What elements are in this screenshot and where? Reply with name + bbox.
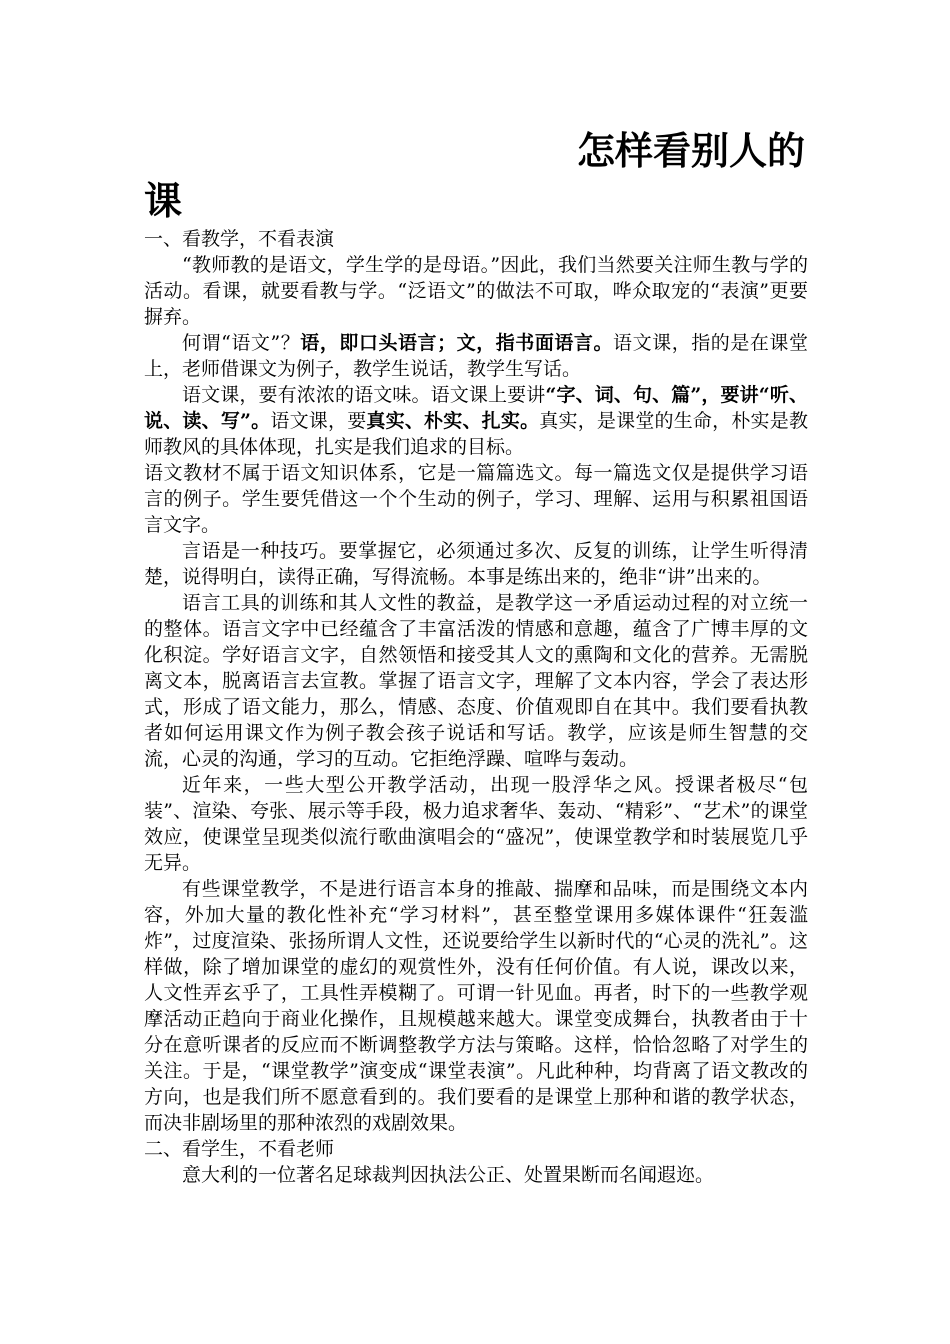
paragraph-text: 语文课，指的是在课堂上，老师借课文为例子，教学生说话，教学生写话。 (144, 332, 808, 380)
paragraph: 言语是一种技巧。要掌握它，必须通过多次、反复的训练，让学生听得清楚，说得明白，读得正确，写得流畅。本事是练出来的，绝非“讲”出来的。 (144, 540, 808, 588)
paragraph-text: 何谓“语文”？ (182, 332, 301, 354)
bold-text: 语，即口头语言；文，指书面语言。 (300, 332, 614, 354)
bold-text: “字、词、句、篇”，要讲“听、说、读、写”。 (144, 384, 808, 432)
bold-text: 真实、朴实、扎实。 (366, 410, 540, 432)
document-title-continued: 课 (144, 178, 183, 223)
paragraph: “教师教的是语文，学生学的是母语。”因此，我们当然要关注师生教与学的活动。看课，就要看教与学。“泛语文”的做法不可取，哗众取宠的“表演”更要摒弃。 (144, 254, 808, 328)
section-heading: 一、看教学，不看表演 (144, 228, 335, 250)
paragraph: 语文教材不属于语文知识体系，它是一篇篇选文。每一篇选文仅是提供学习语言的例子。学生要凭借这一个个生动的例子，学习、理解、运用与积累祖国语言文字。 (144, 462, 808, 536)
section-heading: 二、看学生，不看老师 (144, 1138, 335, 1160)
paragraph-text: 真实，是课堂的生命，朴实是教师教风的具体体现，扎实是我们追求的目标。 (144, 410, 808, 458)
paragraph: 意大利的一位著名足球裁判因执法公正、处置果断而名闻遐迩。 (182, 1164, 715, 1186)
document-title: 怎样看别人的 (577, 128, 806, 173)
paragraph: 有些课堂教学，不是进行语言本身的推敲、揣摩和品味，而是围绕文本内容，外加大量的教化性补充“学习材料”，甚至整堂课用多媒体课件“狂轰滥炸”，过度渲染、张扬所谓人文性，还说要给学生以新时代的“心灵的洗礼”。这样做，除了增加课堂的虚幻的观赏性外，没有任何价值。有人说，课改以来，人文性弄玄乎了，工具性弄模糊了。可谓一针见血。再者，时下的一些教学观摩活动正趋向于商业化操作，且规模越来越大。课堂变成舞台，执教者由于十分在意听课者的反应而不断调整教学方法与策略。这样，恰恰忽略了对学生的关注。于是，“课堂教学”演变成“课堂表演”。凡此种种，均背离了语文教改的方向，也是我们所不愿意看到的。我们要看的是课堂上那种和谐的教学状态，而决非剧场里的那种浓烈的戏剧效果。 (144, 878, 808, 1134)
document-body (144, 226, 808, 1188)
paragraph-text: 语文课，要 (270, 410, 367, 432)
paragraph: 近年来，一些大型公开教学活动，出现一股浮华之风。授课者极尽“包装”、渲染、夸张、展示等手段，极力追求奢华、轰动、“精彩”、“艺术”的课堂效应，使课堂呈现类似流行歌曲演唱会的“盛况”，使课堂教学和时装展览几乎无异。 (144, 774, 808, 874)
paragraph (144, 382, 808, 460)
paragraph-text: 语文课，要有浓浓的语文味。语文课上要讲 (182, 384, 546, 406)
paragraph: 语言工具的训练和其人文性的教益，是教学这一矛盾运动过程的对立统一的整体。语言文字中已经蕴含了丰富活泼的情感和意趣，蕴含了广博丰厚的文化积淀。学好语言文字，自然领悟和接受其人文的熏陶和文化的营养。无需脱离文本，脱离语言去宣教。掌握了语言文字，理解了文本内容，学会了表达形式，形成了语文能力，那么，情感、态度、价值观即自在其中。我们要看执教者如何运用课文作为例子教会孩子说话和写话。教学，应该是师生智慧的交流，心灵的沟通，学习的互动。它拒绝浮躁、喧哗与轰动。 (144, 592, 808, 770)
paragraph (144, 330, 808, 382)
